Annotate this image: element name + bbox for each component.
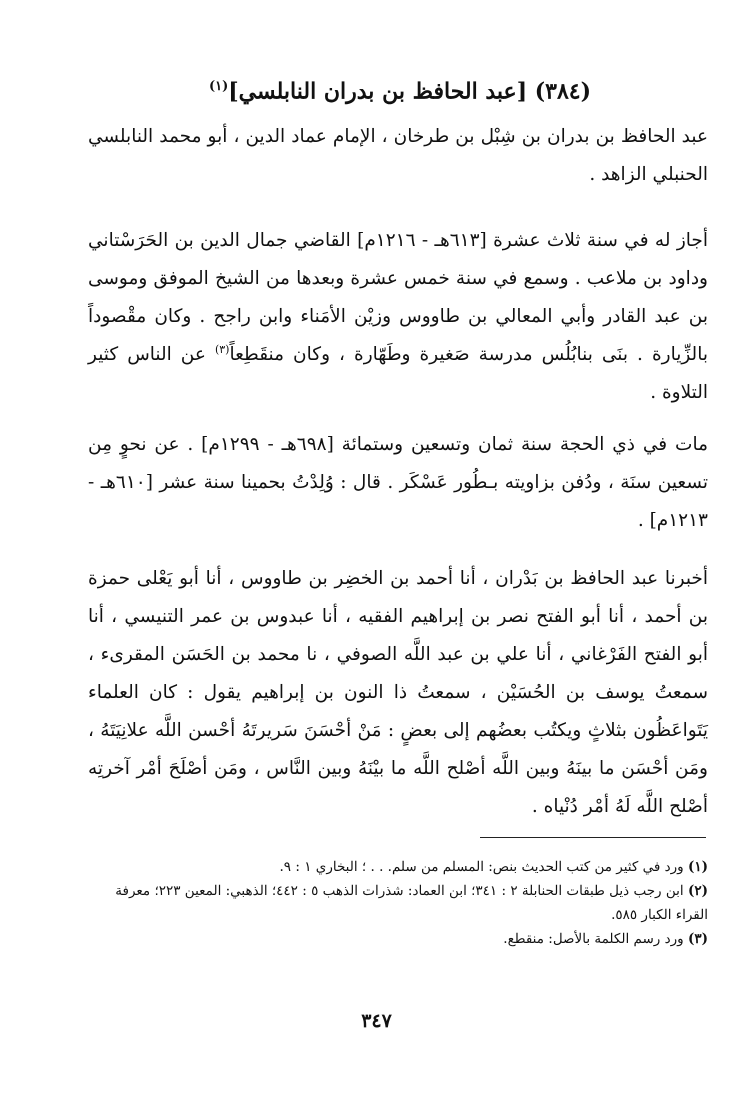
footnote-number: (٢) xyxy=(687,883,708,899)
paragraph-hadith-chain: أخبرنا عبد الحافظ بن بَدْران ، أنا أحمد بن الخضِر بن طاووس ، أنا أبو يَعْلى حمزة بن أحمد ، أنا أبو الفتح نصر بن إبراهيم الفقيه ، أنا عبدوس بن عمر التنيسي ، أنا أبو الفتح الفَرْغاني ، أنا علي بن عبد اللَّه الصوفي ، نا محمد بن الحَسَن المقرىء ، سمعتُ يوسف بن الحُسَيْن ، سمعتُ ذا النون بن إبراهيم يقول : كان العلماء يَتَواعَظُون بثلاثٍ ويكتُب بعضُهم إلى بعضٍ : مَنْ أحْسَنَ سَريرتَهُ أحْسن اللَّه علانِيَتَهُ ، ومَن أحْسَن ما بينَهُ وبين اللَّه أصْلح اللَّه ما بيْنَهُ وبين النَّاس ، ومَن أصْلَحَ أمْر آخرتِه أصْلح اللَّه لَهُ أمْر دُنْياه . xyxy=(88,568,708,817)
entry-heading-text: (٣٨٤) [عبد الحافظ بن بدران النابلسي] xyxy=(228,78,592,105)
footnote-number: (٣) xyxy=(687,931,708,947)
footnote-text: ورد رسم الكلمة بالأصل: منقطع. xyxy=(503,931,684,947)
page-number: ٣٤٧ xyxy=(361,1010,392,1032)
footnotes-section xyxy=(88,855,708,951)
biography-footnote-ref: (٣) xyxy=(214,342,230,356)
footnote-divider xyxy=(480,837,706,838)
footnote-2 xyxy=(88,879,708,927)
footnote-number: (١) xyxy=(687,859,708,875)
paragraph-biography-text-b: عن الناس كثير التلاوة . xyxy=(88,344,708,403)
footnote-1 xyxy=(88,855,708,879)
paragraph-name-lineage: عبد الحافظ بن بدران بن شِبْل بن طرخان ، الإمام عماد الدين ، أبو محمد النابلسي الحنبلي الزاهد . xyxy=(88,126,708,185)
heading-footnote-ref: (١) xyxy=(208,79,229,94)
footnote-text: ابن رجب ذيل طبقات الحنابلة ٢ : ٣٤١؛ ابن العماد: شذرات الذهب ٥ : ٤٤٢؛ الذهبي: المعين ٢٢٣؛ معرفة القراء الكبار ٥٨٥. xyxy=(115,883,708,923)
entry-heading xyxy=(90,70,710,108)
paragraph-death: مات في ذي الحجة سنة ثمان وتسعين وستمائة [٦٩٨هـ - ١٢٩٩م] . عن نحوٍ مِن تسعين سنَة ، ودُفن بزاويته بـطُور عَسْكَر . قال : وُلِدْتُ بحمينا سنة عشر [٦١٠هـ - ١٢١٣م] . xyxy=(88,434,708,531)
footnote-text: ورد في كثير من كتب الحديث بنص: المسلم من سلم. . . ؛ البخاري ١ : ٩. xyxy=(279,859,684,875)
paragraph-biography xyxy=(88,222,708,412)
paragraph-biography-text-a: أجاز له في سنة ثلاث عشرة [٦١٣هـ - ١٢١٦م] القاضي جمال الدين بن الحَرَسْتاني وداود بن ملاعب . وسمع في سنة خمس عشرة وبعدها من الشيخ الموفق وموسى بن عبد القادر وأبي المعالي بن طاووس وزيْن الأمَناء وابن راجح . وكان مقْصوداً بالزِّيارة . بنَى بنابُلُس مدرسة صَغيرة وطَهّارة ، وكان منقَطِعاً xyxy=(88,230,708,365)
footnote-3 xyxy=(88,927,708,951)
